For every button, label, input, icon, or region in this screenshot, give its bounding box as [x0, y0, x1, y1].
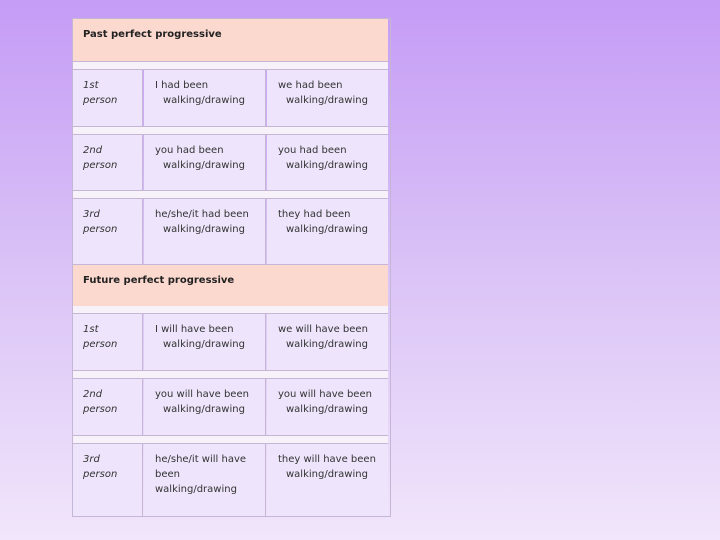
singular-cell — [144, 314, 266, 370]
plural-form: walking/drawing — [286, 160, 368, 171]
plural-cell — [267, 379, 388, 435]
plural-form: you will have been — [278, 389, 372, 400]
plural-form: walking/drawing — [286, 469, 368, 480]
table-row — [73, 444, 388, 516]
table-row — [73, 70, 388, 126]
singular-cell — [144, 70, 266, 126]
section-header-past-perfect-progressive — [73, 19, 388, 62]
plural-form: we had been — [278, 80, 343, 91]
header-spacer — [73, 306, 388, 314]
plural-form: we will have been — [278, 324, 368, 335]
plural-form: you had been — [278, 145, 347, 156]
person-label: person — [83, 469, 118, 480]
singular-form: you had been — [155, 145, 224, 156]
person-label: person — [83, 224, 118, 235]
person-label: person — [83, 160, 118, 171]
plural-cell — [267, 444, 388, 516]
singular-form: been — [155, 469, 180, 480]
person-cell — [73, 379, 143, 435]
plural-form: walking/drawing — [286, 339, 368, 350]
plural-cell — [267, 70, 388, 126]
singular-form: he/she/it had been — [155, 209, 249, 220]
plural-cell — [267, 314, 388, 370]
table-row — [73, 199, 388, 264]
plural-form: walking/drawing — [286, 95, 368, 106]
singular-form: I will have been — [155, 324, 234, 335]
plural-form: they will have been — [278, 454, 376, 465]
singular-form: I had been — [155, 80, 209, 91]
person-cell — [73, 444, 143, 516]
person-label: person — [83, 404, 118, 415]
table-row — [73, 314, 388, 370]
person-cell — [73, 314, 143, 370]
singular-form: he/she/it will have — [155, 454, 247, 465]
singular-cell — [144, 379, 266, 435]
plural-cell — [267, 135, 388, 190]
singular-cell — [144, 199, 266, 264]
person-label: person — [83, 339, 118, 350]
conjugation-table — [72, 18, 391, 517]
row-spacer — [73, 370, 388, 379]
person-label: 2nd — [83, 389, 103, 400]
table-row — [73, 379, 388, 435]
person-cell — [73, 199, 143, 264]
plural-cell — [267, 199, 388, 264]
row-spacer — [73, 435, 388, 444]
section-header-future-perfect-progressive — [73, 264, 388, 307]
plural-form: walking/drawing — [286, 224, 368, 235]
singular-form: walking/drawing — [163, 95, 245, 106]
row-spacer — [73, 190, 388, 199]
section-title: Future perfect progressive — [83, 275, 235, 286]
header-spacer — [73, 62, 388, 70]
person-cell — [73, 70, 143, 126]
person-label: 3rd — [83, 209, 100, 220]
person-label: person — [83, 95, 118, 106]
row-spacer — [73, 126, 388, 135]
section-title: Past perfect progressive — [83, 29, 222, 40]
singular-cell — [144, 444, 266, 516]
singular-form: walking/drawing — [163, 339, 245, 350]
person-label: 3rd — [83, 454, 100, 465]
singular-form: walking/drawing — [163, 224, 245, 235]
person-label: 2nd — [83, 145, 103, 156]
plural-form: walking/drawing — [286, 404, 368, 415]
singular-form: walking/drawing — [163, 404, 245, 415]
singular-form: walking/drawing — [155, 484, 237, 495]
person-label: 1st — [83, 80, 99, 91]
person-cell — [73, 135, 143, 190]
singular-form: you will have been — [155, 389, 249, 400]
singular-cell — [144, 135, 266, 190]
singular-form: walking/drawing — [163, 160, 245, 171]
table-row — [73, 135, 388, 190]
person-label: 1st — [83, 324, 99, 335]
plural-form: they had been — [278, 209, 351, 220]
